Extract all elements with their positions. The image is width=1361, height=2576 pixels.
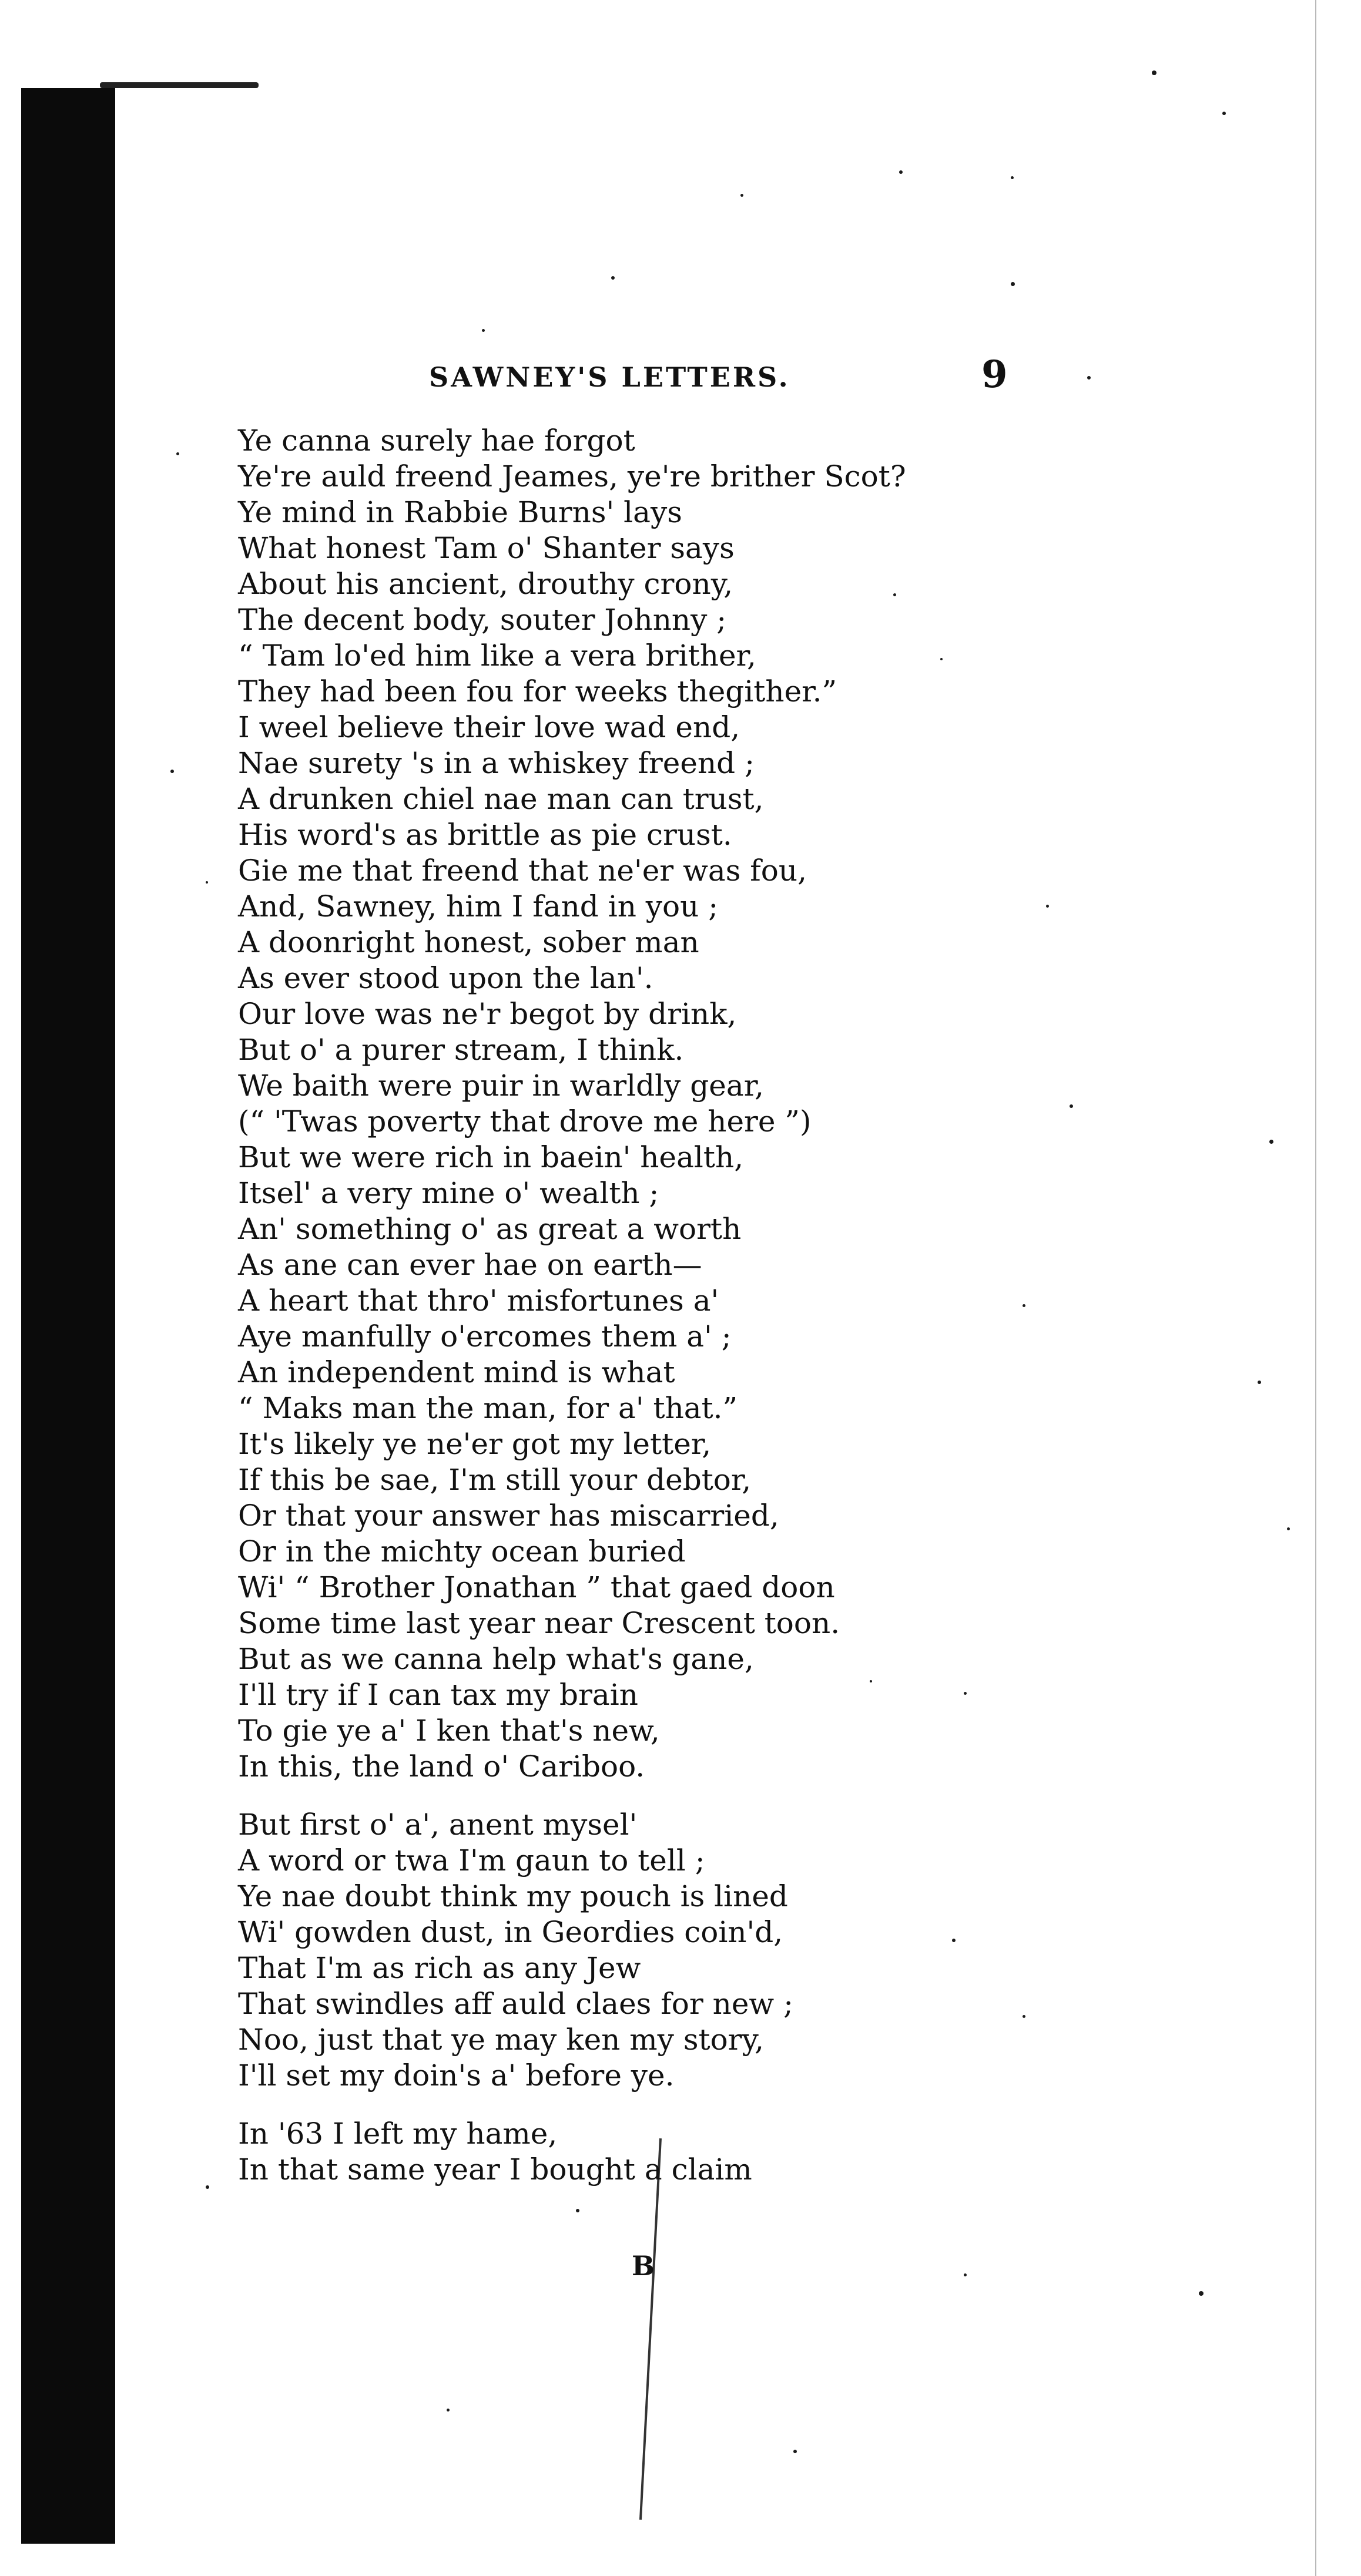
scan-speck: [170, 770, 174, 773]
page-edge: [1315, 0, 1316, 2576]
poem-body: [238, 423, 1290, 2188]
poem-line: As ane can ever hae on earth—: [238, 1248, 702, 1282]
poem-line: Nae surety 's in a whiskey freend ;: [238, 746, 755, 780]
poem-line: Itsel' a very mine o' wealth ;: [238, 1176, 659, 1210]
scan-speck: [1070, 1104, 1073, 1108]
scan-speck: [1269, 1140, 1273, 1144]
scan-speck: [1087, 376, 1091, 379]
poem-line: A doonright honest, sober man: [238, 925, 699, 959]
poem-line: Or in the michty ocean buried: [238, 1534, 686, 1569]
poem-line: Gie me that freend that ne'er was fou,: [238, 854, 807, 888]
scan-speck: [1023, 1304, 1025, 1307]
poem-line: Aye manfully o'ercomes them a' ;: [238, 1319, 732, 1354]
signature-mark: B: [632, 2250, 655, 2282]
stray-pen-line: [639, 2138, 662, 2520]
poem-line: But as we canna help what's gane,: [238, 1642, 754, 1676]
poem-line: A heart that thro' misfortunes a': [238, 1284, 719, 1318]
scan-speck: [482, 329, 485, 332]
scan-speck: [940, 658, 943, 660]
poem-line: Ye canna surely hae forgot: [238, 424, 635, 458]
poem-line: That swindles aff auld claes for new ;: [238, 1987, 793, 2021]
scan-speck: [206, 2185, 209, 2189]
poem-line: (“ 'Twas poverty that drove me here ”): [238, 1104, 812, 1138]
scan-speck: [176, 452, 179, 455]
scan-speck: [611, 276, 615, 280]
poem-line: In that same year I bought a claim: [238, 2152, 752, 2187]
scan-speck: [1011, 282, 1015, 286]
stanza: [238, 1807, 1290, 2094]
page-number: 9: [981, 352, 1008, 397]
poem-line: They had been fou for weeks thegither.”: [238, 674, 837, 708]
poem-line: It's likely ye ne'er got my letter,: [238, 1427, 712, 1461]
scan-speck: [893, 593, 896, 596]
scan-speck: [1011, 176, 1014, 179]
poem-line: I'll set my doin's a' before ye.: [238, 2058, 675, 2093]
stanza: [238, 2116, 1290, 2188]
poem-line: A drunken chiel nae man can trust,: [238, 782, 764, 816]
poem-line: Wi' gowden dust, in Geordies coin'd,: [238, 1915, 783, 1949]
poem-line: “ Maks man the man, for a' that.”: [238, 1391, 738, 1425]
poem-line: But first o' a', anent mysel': [238, 1808, 638, 1842]
scan-speck: [1152, 70, 1156, 75]
poem-line: “ Tam lo'ed him like a vera brither,: [238, 639, 756, 673]
poem-line: Wi' “ Brother Jonathan ” that gaed doon: [238, 1570, 835, 1604]
scan-speck: [576, 2209, 579, 2212]
poem-line: But we were rich in baein' health,: [238, 1140, 744, 1174]
poem-line: Some time last year near Crescent toon.: [238, 1606, 840, 1640]
running-head: SAWNEY'S LETTERS.: [429, 361, 790, 393]
poem-line: Noo, just that ye may ken my story,: [238, 2023, 765, 2057]
poem-line: Ye nae doubt think my pouch is lined: [238, 1879, 788, 1913]
binding-shadow-top: [100, 82, 259, 88]
scan-speck: [1287, 1527, 1290, 1530]
scan-speck: [1199, 2291, 1204, 2296]
scan-speck: [1222, 112, 1226, 115]
poem-line: I'll try if I can tax my brain: [238, 1678, 638, 1712]
scan-speck: [740, 194, 743, 197]
poem-line: About his ancient, drouthy crony,: [238, 567, 733, 601]
poem-line: But o' a purer stream, I think.: [238, 1033, 684, 1067]
poem-line: Ye're auld freend Jeames, ye're brither Scot?: [238, 459, 906, 493]
scan-speck: [447, 2409, 450, 2412]
poem-line: In '63 I left my hame,: [238, 2117, 558, 2151]
poem-line: That I'm as rich as any Jew: [238, 1951, 641, 1985]
scan-speck: [206, 881, 208, 884]
poem-line: What honest Tam o' Shanter says: [238, 531, 735, 565]
poem-line: An independent mind is what: [238, 1355, 675, 1389]
scan-speck: [793, 2450, 797, 2453]
poem-line: Or that your answer has miscarried,: [238, 1499, 779, 1533]
poem-line: We baith were puir in warldly gear,: [238, 1069, 764, 1103]
scan-speck: [1258, 1381, 1261, 1384]
poem-line: Our love was ne'r begot by drink,: [238, 997, 737, 1031]
scan-speck: [1023, 2015, 1025, 2018]
stanza: [238, 423, 1290, 1785]
poem-line: An' something o' as great a worth: [238, 1212, 742, 1246]
scan-speck: [899, 170, 903, 174]
scan-speck: [870, 1680, 872, 1682]
poem-line: In this, the land o' Cariboo.: [238, 1749, 645, 1784]
poem-line: To gie ye a' I ken that's new,: [238, 1714, 660, 1748]
page-header: [411, 352, 1058, 405]
scan-speck: [1046, 905, 1049, 908]
poem-line: As ever stood upon the lan'.: [238, 961, 653, 995]
poem-line: If this be sae, I'm still your debtor,: [238, 1463, 752, 1497]
poem-line: I weel believe their love wad end,: [238, 710, 740, 744]
scan-speck: [952, 1939, 956, 1942]
poem-line: Ye mind in Rabbie Burns' lays: [238, 495, 682, 529]
scan-speck: [964, 2273, 967, 2276]
poem-line: A word or twa I'm gaun to tell ;: [238, 1843, 705, 1878]
poem-line: And, Sawney, him I fand in you ;: [238, 889, 719, 923]
scan-speck: [964, 1692, 967, 1695]
poem-line: The decent body, souter Johnny ;: [238, 603, 727, 637]
poem-line: His word's as brittle as pie crust.: [238, 818, 732, 852]
binding-shadow: [21, 88, 115, 2544]
